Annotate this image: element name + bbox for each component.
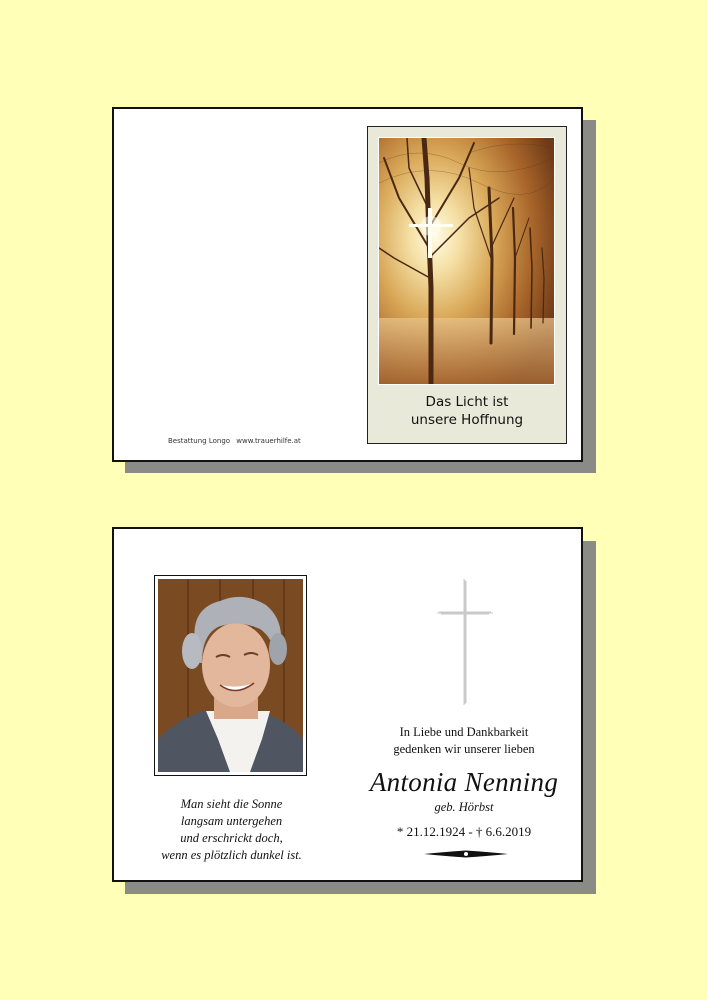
life-dates: * 21.12.1924 - † 6.6.2019 (396, 824, 532, 839)
deceased-name: Antonia Nenning (369, 767, 559, 797)
divider-ornament (424, 849, 508, 859)
poem (134, 796, 329, 864)
picture-frame (367, 126, 567, 444)
imprint (168, 437, 301, 445)
tribute-line: In Liebe und Dankbarkeit (399, 725, 529, 739)
tribute-text (354, 724, 574, 758)
sunlit-trees-image (378, 137, 555, 385)
tribute-line: gedenken wir unserer lieben (393, 742, 535, 756)
portrait-photo (158, 579, 303, 772)
portrait-frame (154, 575, 307, 776)
front-card (112, 107, 583, 462)
motto-line-2: unsere Hoffnung (410, 412, 524, 428)
imprint-company: Bestattung Longo (168, 437, 231, 445)
poem-line: wenn es plötzlich dunkel ist. (161, 848, 302, 862)
poem-line: langsam untergehen (180, 814, 283, 828)
imprint-website: www.trauerhilfe.at (236, 437, 301, 445)
inside-card (112, 527, 583, 882)
motto-line-1: Das Licht ist (425, 394, 509, 410)
poem-line: Man sieht die Sonne (180, 797, 283, 811)
motto (368, 393, 566, 429)
maiden-name: geb. Hörbst (434, 800, 494, 814)
poem-line: und erschrickt doch, (180, 831, 283, 845)
cross-icon (437, 579, 493, 705)
